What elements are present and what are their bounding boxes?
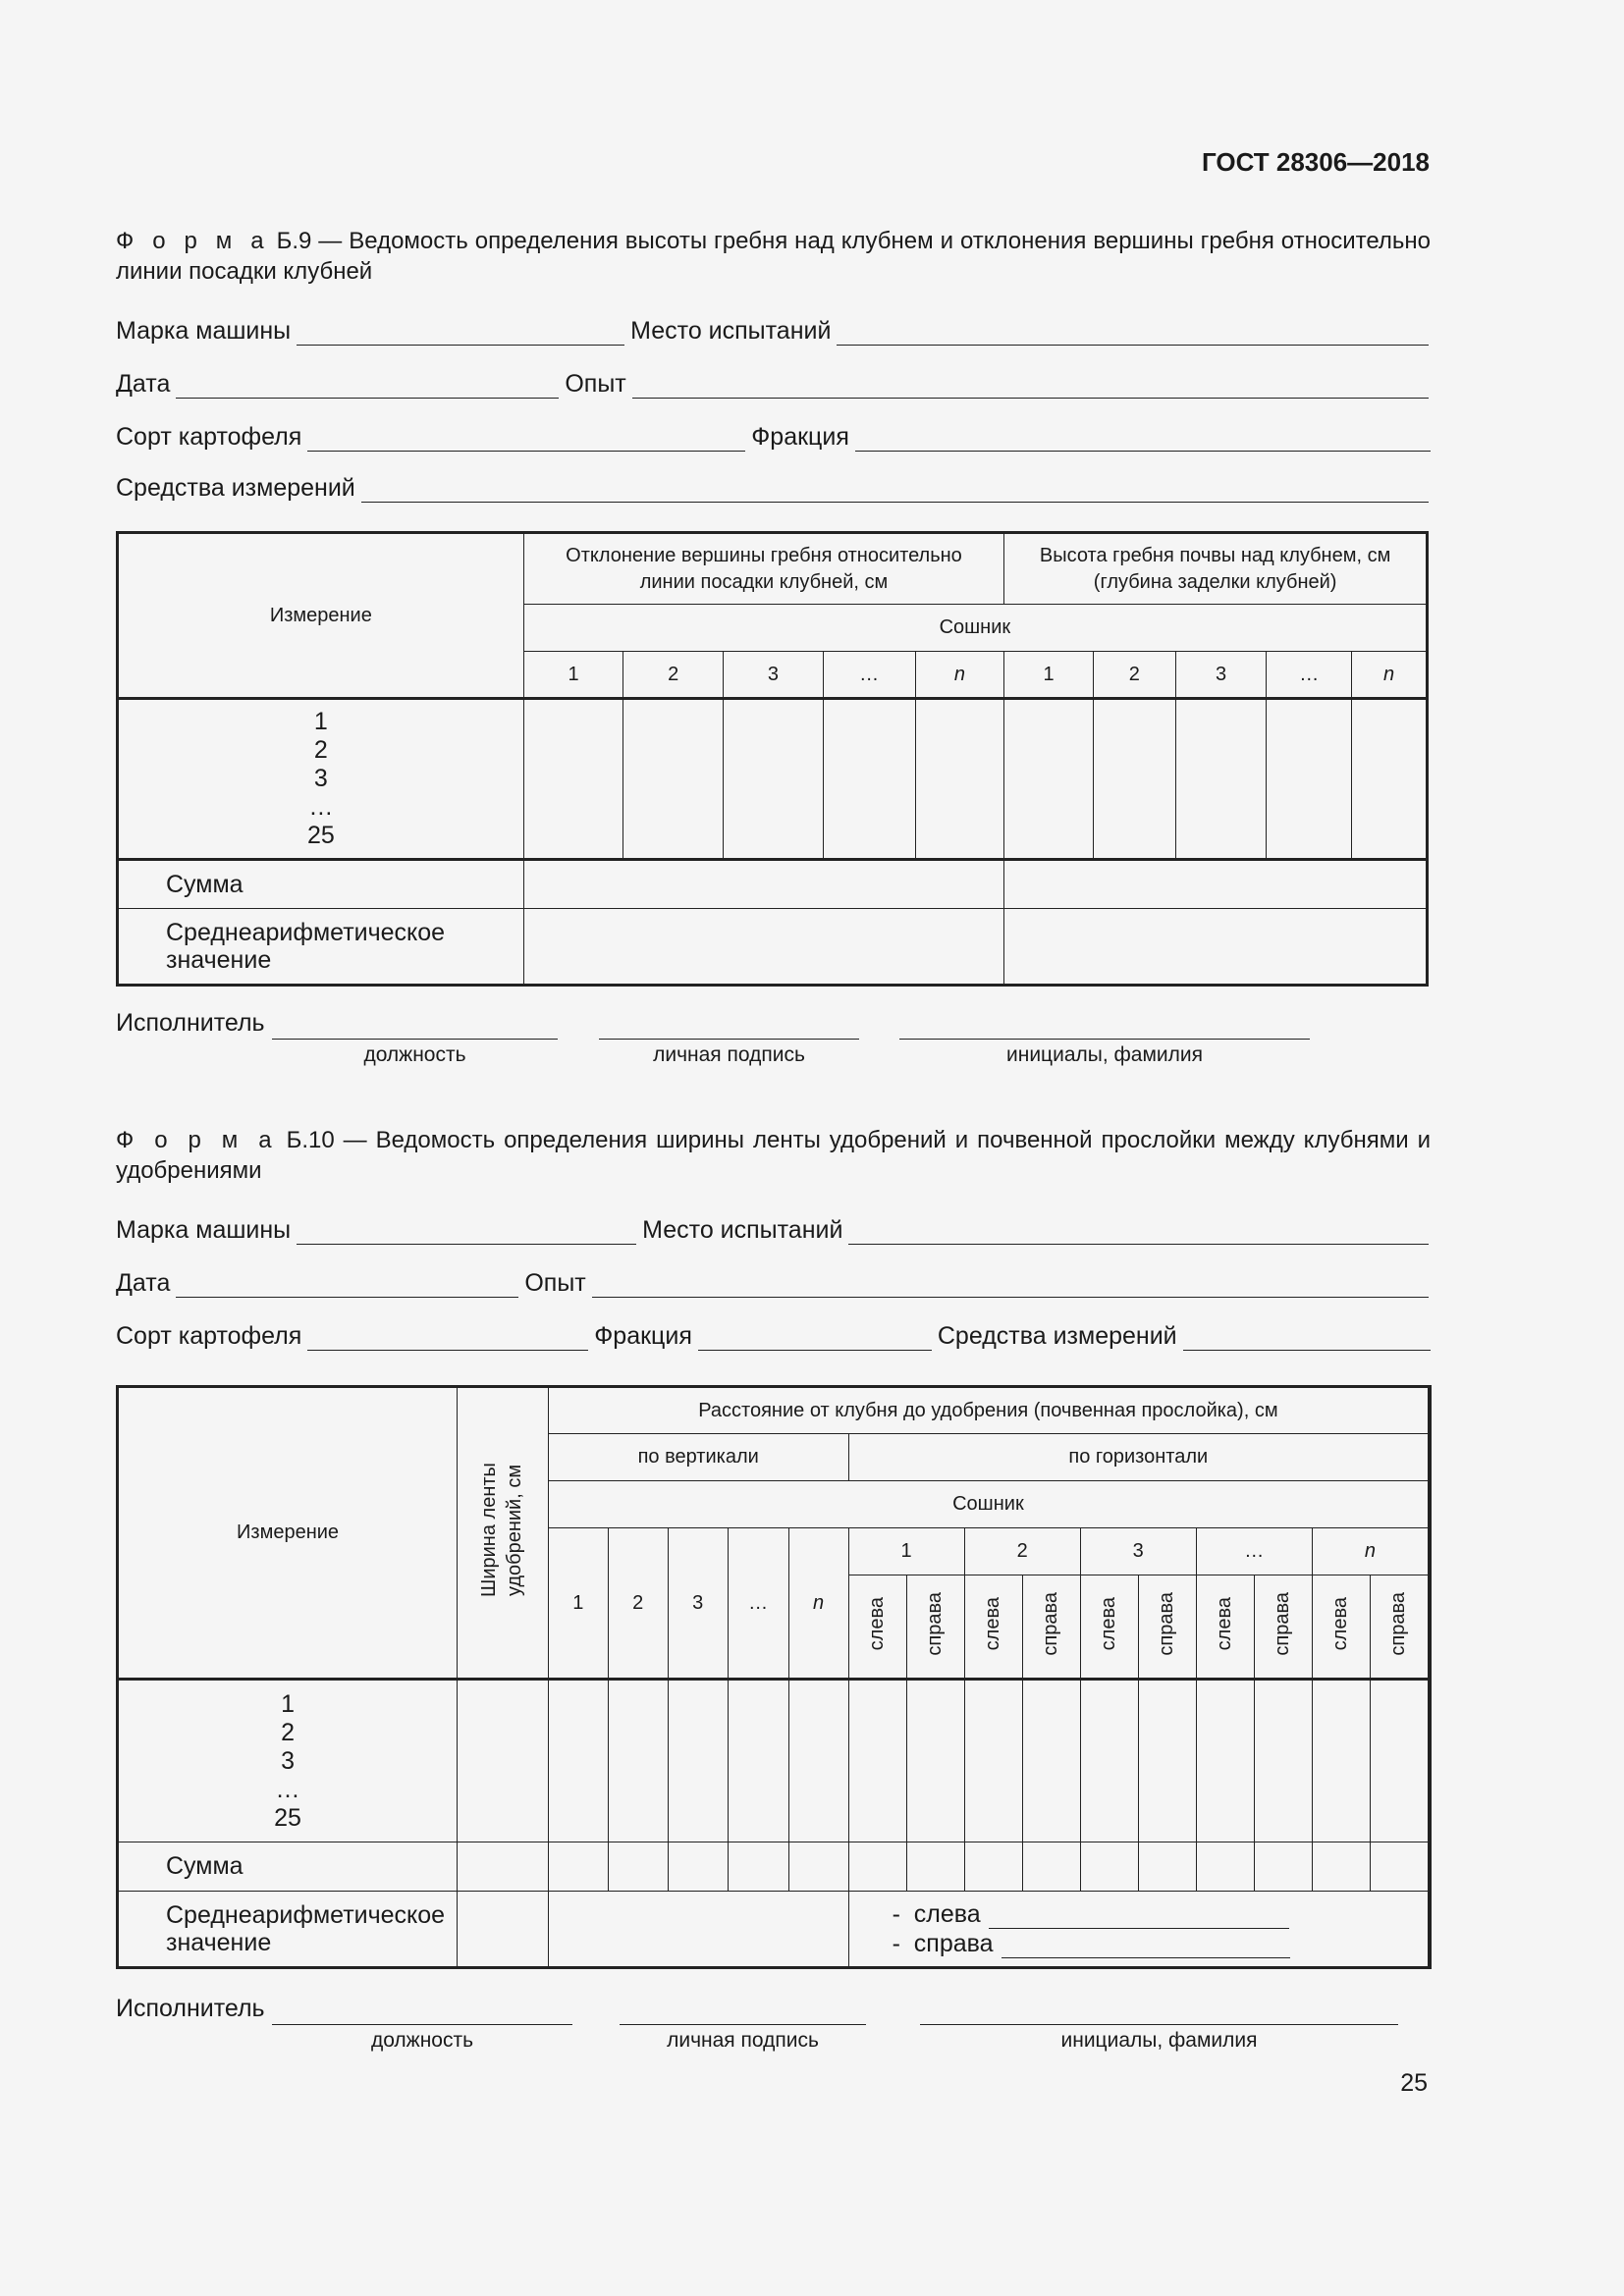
position-caption: должность [363,1043,466,1066]
mean-left-blank[interactable] [989,1902,1289,1929]
measurement-header: Измерение [118,1387,458,1680]
sum-cell[interactable] [608,1842,668,1892]
name-blank[interactable] [920,2024,1398,2025]
form-b9-line-machine [116,312,1429,346]
sum-cell[interactable] [1370,1842,1428,1892]
sum-cell[interactable] [906,1842,964,1892]
name-blank[interactable] [899,1039,1310,1040]
date-blank[interactable] [176,368,559,399]
machine-label: Марка машины [116,317,292,345]
position-blank[interactable] [272,1039,558,1040]
sum-cell[interactable] [1022,1842,1080,1892]
col-2: 2 [623,652,724,699]
left-header: слева [848,1575,906,1680]
data-cell[interactable] [1022,1680,1080,1842]
signature-blank[interactable] [599,1039,859,1040]
right-header: справа [906,1575,964,1680]
sum-cell-deviation[interactable] [523,860,1004,909]
row-1: 1 [313,708,328,735]
instruments-blank[interactable] [1183,1320,1431,1351]
right-header: справа [1022,1575,1080,1680]
data-cell[interactable] [848,1680,906,1842]
form-b9-caption [116,226,1431,287]
col-2: 2 [608,1528,668,1680]
right-header: справа [1370,1575,1428,1680]
variety-blank[interactable] [307,1320,588,1351]
col-ellipsis: … [823,652,915,699]
machine-blank[interactable] [297,1214,636,1245]
form-b10-caption-text: Б.10 — Ведомость определения ширины ленты удобрений и почвенной прослойки между клубнями и удобрениями [116,1127,1431,1184]
data-cell[interactable] [1175,699,1267,860]
horizontal-header: по горизонтали [848,1434,1428,1481]
position-blank[interactable] [272,2024,572,2025]
row-2: 2 [281,1718,295,1746]
data-cell[interactable] [548,1680,608,1842]
data-cell[interactable] [964,1680,1022,1842]
col-2: 2 [1093,652,1175,699]
band-width-header [458,1387,549,1680]
mean-left-line [893,1899,1428,1929]
row-3: 3 [281,1746,295,1775]
right-header: справа [1254,1575,1312,1680]
col-ellipsis: … [728,1528,788,1680]
height-header: Высота гребня почвы над клубнем, см (глубина заделки клубней) [1004,533,1428,605]
data-cell[interactable] [1080,1680,1138,1842]
coulter-header: Сошник [523,605,1427,652]
sum-cell[interactable] [788,1842,848,1892]
left-header: слева [1312,1575,1370,1680]
form-b10-executor-label: Исполнитель [116,1995,265,2022]
data-cell[interactable] [1312,1680,1370,1842]
experiment-label: Опыт [565,370,626,398]
col-n: n [915,652,1004,699]
data-cell[interactable] [668,1680,728,1842]
row-3: 3 [313,765,328,792]
sum-cell[interactable] [668,1842,728,1892]
form-b10-caption [116,1125,1431,1186]
form-b10-line-machine [116,1211,1429,1245]
date-label: Дата [116,1269,171,1297]
name-caption: инициалы, фамилия [1006,1043,1203,1066]
data-cell[interactable] [523,699,623,860]
col-3: 3 [668,1528,728,1680]
form-b9-line-variety [116,418,1431,452]
right-header: справа [1138,1575,1196,1680]
data-cell[interactable] [915,699,1004,860]
sum-cell[interactable] [728,1842,788,1892]
sum-label: Сумма [118,1842,458,1892]
row-1: 1 [281,1689,295,1718]
col-n: n [788,1528,848,1680]
experiment-blank[interactable] [592,1267,1429,1298]
band-width-label: Ширина ленты удобрений, см [477,1463,525,1597]
fraction-blank[interactable] [855,421,1431,452]
place-label: Место испытаний [642,1216,843,1244]
mean-cell-deviation[interactable] [523,909,1004,986]
data-cell[interactable] [608,1680,668,1842]
variety-blank[interactable] [307,421,745,452]
sum-cell-height[interactable] [1004,860,1428,909]
data-cell[interactable] [1352,699,1428,860]
page-number: 25 [1400,2069,1428,2097]
data-cell[interactable] [728,1680,788,1842]
place-blank[interactable] [837,315,1429,346]
hcol-n: n [1312,1528,1428,1575]
place-label: Место испытаний [630,317,832,345]
row-numbers [118,699,524,860]
data-cell[interactable] [1370,1680,1428,1842]
name-caption: инициалы, фамилия [1060,2029,1258,2052]
measurement-header: Измерение [118,533,524,699]
hcol-1: 1 [848,1528,964,1575]
instruments-label: Средства измерений [116,474,355,502]
left-header: слева [964,1575,1022,1680]
col-n: n [1352,652,1428,699]
mean-label: Среднеарифметическое значение [118,909,524,986]
row-numbers [118,1680,458,1842]
form-b10-table [116,1385,1432,1969]
left-header: слева [1080,1575,1138,1680]
sum-label: Сумма [118,860,524,909]
mean-label: Среднеарифметическое значение [118,1892,458,1968]
form-b10-line-variety [116,1317,1431,1351]
data-cell[interactable] [1254,1680,1312,1842]
data-cell[interactable] [1004,699,1094,860]
row-ellipsis: … [275,1775,300,1803]
form-b9-table [116,531,1429,987]
date-label: Дата [116,370,171,398]
data-cell[interactable] [1093,699,1175,860]
experiment-blank[interactable] [632,368,1429,399]
mean-right-line [893,1929,1428,1958]
sum-cell[interactable] [1254,1842,1312,1892]
data-cell[interactable] [1267,699,1352,860]
form-b9-line-date [116,365,1429,399]
mean-right-label: - справа [892,1930,994,1957]
mean-left-label: - слева [892,1900,981,1928]
col-1: 1 [1004,652,1094,699]
deviation-header: Отклонение вершины гребня относительно линии посадки клубней, см [523,533,1004,605]
signature-caption: личная подпись [667,2029,819,2052]
signature-caption: личная подпись [653,1043,805,1066]
coulter-header: Сошник [548,1481,1428,1528]
instruments-blank[interactable] [361,472,1429,503]
mean-cell-horizontal [848,1892,1428,1968]
standard-number: ГОСТ 28306—2018 [1202,147,1430,177]
date-blank[interactable] [176,1267,518,1298]
data-cell[interactable] [1138,1680,1196,1842]
form-b10-line-date [116,1264,1429,1298]
sum-cell[interactable] [1138,1842,1196,1892]
fraction-label: Фракция [594,1322,692,1350]
sum-cell[interactable] [458,1842,549,1892]
signature-blank[interactable] [620,2024,866,2025]
row-25: 25 [274,1803,301,1832]
mean-cell-vertical[interactable] [548,1892,848,1968]
mean-cell-width[interactable] [458,1892,549,1968]
row-2: 2 [313,736,328,764]
hcol-ellipsis: … [1196,1528,1312,1575]
instruments-label: Средства измерений [937,1322,1177,1350]
hcol-3: 3 [1080,1528,1196,1575]
machine-label: Марка машины [116,1216,292,1244]
sum-cell[interactable] [1312,1842,1370,1892]
sum-cell[interactable] [964,1842,1022,1892]
sum-cell[interactable] [1196,1842,1254,1892]
sum-cell[interactable] [1080,1842,1138,1892]
place-blank[interactable] [848,1214,1429,1245]
row-25: 25 [306,822,335,849]
machine-blank[interactable] [297,315,624,346]
variety-label: Сорт картофеля [116,423,302,451]
data-cell[interactable] [823,699,915,860]
sum-cell[interactable] [848,1842,906,1892]
form-b9-caption-text: Б.9 — Ведомость определения высоты гребня над клубнем и отклонения вершины гребня относительно линии посадки клубней [116,228,1432,285]
col-3: 3 [724,652,824,699]
col-ellipsis: … [1267,652,1352,699]
fraction-label: Фракция [751,423,849,451]
form-b9-executor-label: Исполнитель [116,1009,265,1037]
form-b9-line-instruments [116,469,1429,503]
form-b9-caption-prefix: Ф о р м а [116,228,270,254]
col-1: 1 [523,652,623,699]
form-b10-caption-prefix: Ф о р м а [116,1127,278,1153]
vertical-header: по вертикали [548,1434,848,1481]
left-header: слева [1196,1575,1254,1680]
row-ellipsis: … [308,793,334,821]
position-caption: должность [370,2029,474,2052]
fraction-blank[interactable] [698,1320,932,1351]
mean-right-blank[interactable] [1001,1932,1290,1958]
data-cell[interactable] [788,1680,848,1842]
sum-cell[interactable] [548,1842,608,1892]
data-cell[interactable] [1429,1680,1431,1842]
experiment-label: Опыт [524,1269,586,1297]
col-3: 3 [1175,652,1267,699]
data-cell[interactable] [1196,1680,1254,1842]
data-cell[interactable] [724,699,824,860]
col-1: 1 [548,1528,608,1680]
distance-header: Расстояние от клубня до удобрения (почвенная прослойка), см [548,1387,1428,1434]
data-cell[interactable] [906,1680,964,1842]
hcol-2: 2 [964,1528,1080,1575]
data-cell[interactable] [623,699,724,860]
variety-label: Сорт картофеля [116,1322,302,1350]
data-cell[interactable] [458,1680,549,1842]
mean-cell-height[interactable] [1004,909,1428,986]
